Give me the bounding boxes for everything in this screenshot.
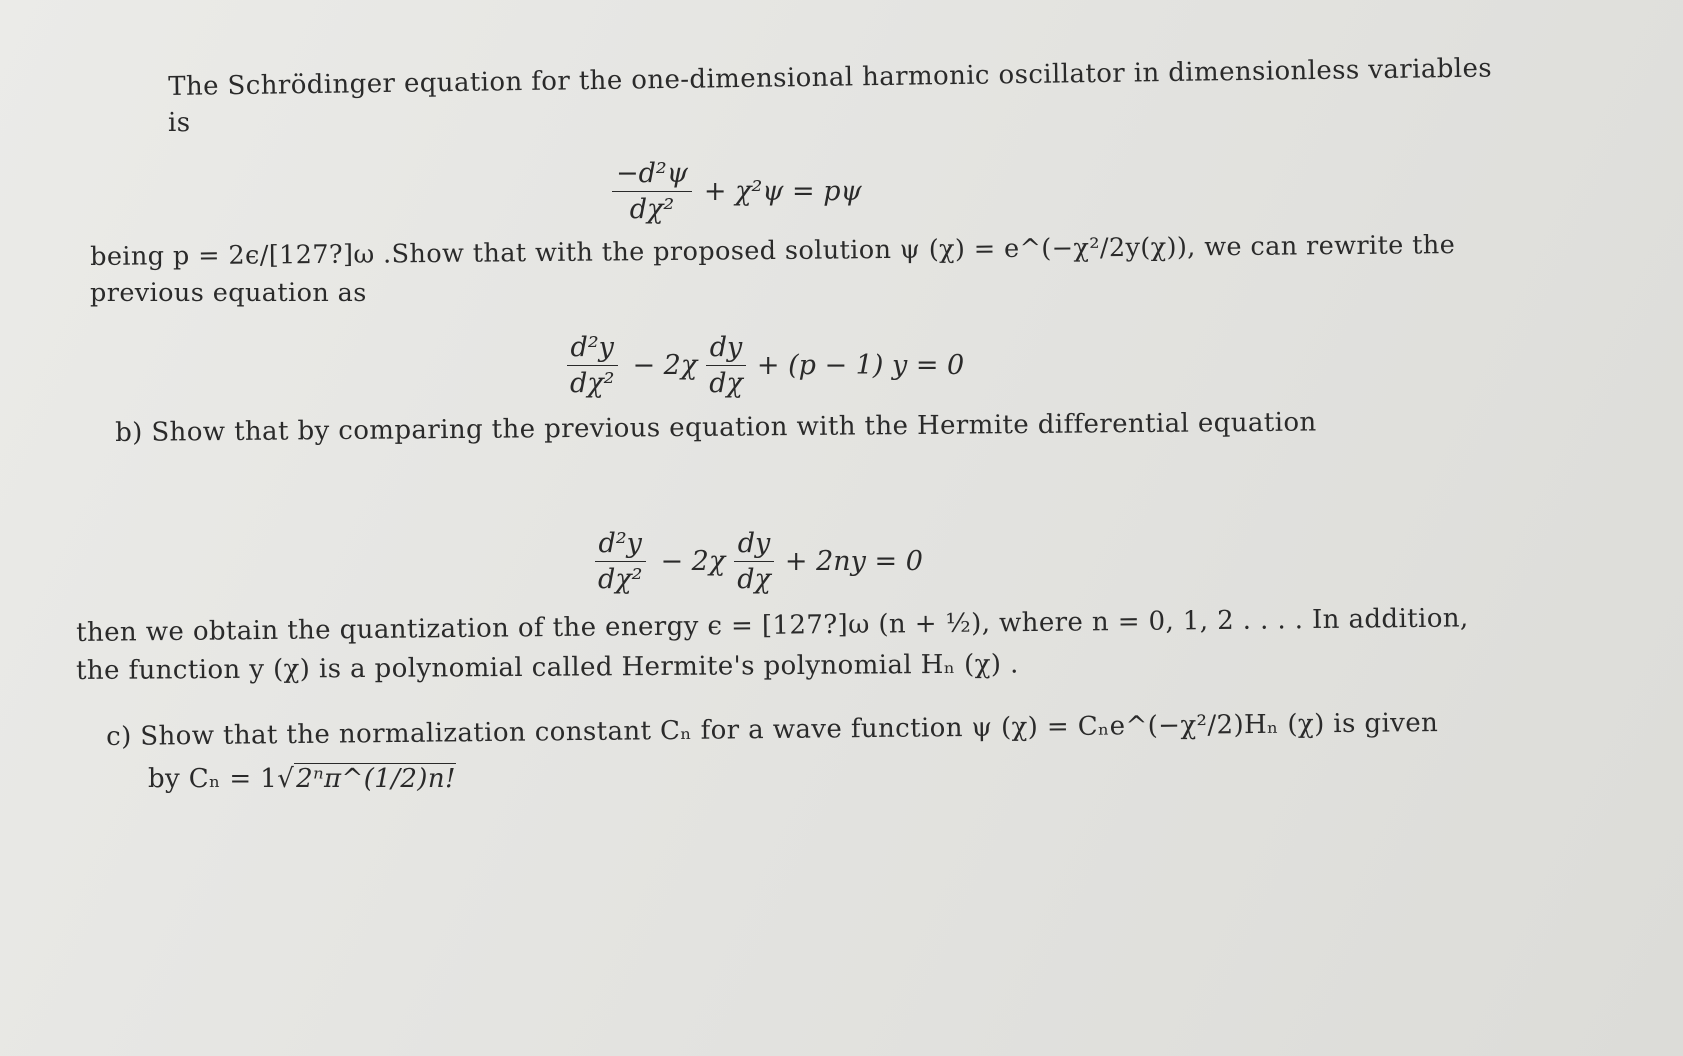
eq3-middle: − 2χ [660, 546, 726, 577]
eq3-denominator-2: dχ [737, 564, 771, 595]
part-c-line-1: c) Show that the normalization constant Cₙ for a wave function ψ (χ) = Cₙe^(−χ²/2)Hₙ (χ) is given [106, 708, 1439, 752]
eq3-fraction-2 [733, 528, 775, 595]
eq3-denominator-1: dχ² [598, 564, 643, 595]
eq3-rest: + 2ny = 0 [784, 546, 923, 577]
eq2-numerator-2: dy [706, 332, 747, 366]
transformed-equation [560, 332, 964, 399]
eq1-rest: + χ²ψ = pψ [703, 176, 862, 207]
para-a-line-1: being p = 2ϵ/[127?]ω .Show that with the proposed solution ψ (χ) = e^(−χ²/2y(χ)), we can rewrite the [90, 230, 1456, 272]
part-c-line-2 [148, 762, 456, 796]
normalization-prefix: by Cₙ = 1√ [148, 764, 295, 794]
para-b-line-2: the function y (χ) is a polynomial called Hermite's polynomial Hₙ (χ) . [76, 649, 1019, 686]
intro-line-2: is [168, 108, 191, 138]
eq2-numerator-1: d²y [567, 332, 618, 366]
normalization-radicand: 2ⁿπ^(1/2)n! [296, 764, 456, 794]
eq1-numerator: −d²ψ [612, 158, 692, 192]
para-b-line-1: then we obtain the quantization of the energy ϵ = [127?]ω (n + ½), where n = 0, 1, 2 . . . . In addition, [76, 603, 1469, 648]
eq2-fraction-1 [566, 332, 618, 399]
eq3-numerator-1: d²y [595, 528, 646, 562]
eq2-rest: + (p − 1) y = 0 [756, 350, 965, 381]
eq2-fraction-2 [705, 332, 747, 399]
intro-line-1: The Schrödinger equation for the one-dimensional harmonic oscillator in dimensionless variables [168, 53, 1493, 102]
eq3-numerator-2: dy [734, 528, 775, 562]
eq1-fraction [612, 158, 692, 225]
eq2-denominator-1: dχ² [570, 368, 615, 399]
eq2-middle: − 2χ [632, 350, 698, 381]
hermite-equation [588, 528, 923, 595]
para-a-line-2: previous equation as [90, 278, 367, 308]
schrodinger-equation [606, 158, 862, 225]
part-b-line-1: b) Show that by comparing the previous equation with the Hermite differential equation [115, 407, 1317, 448]
eq3-fraction-1 [594, 528, 646, 595]
eq2-denominator-2: dχ [709, 368, 743, 399]
eq1-denominator: dχ² [629, 194, 675, 225]
